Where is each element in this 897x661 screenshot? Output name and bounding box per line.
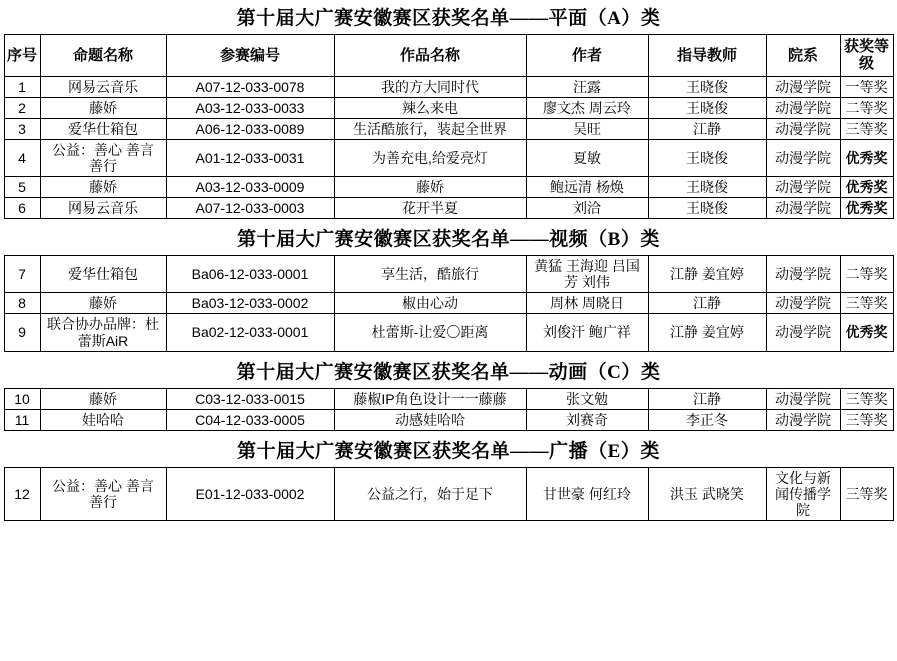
cell-level: 二等奖 [840, 97, 893, 118]
cell-dept: 动漫学院 [766, 176, 840, 197]
cell-author: 张文勉 [526, 388, 648, 409]
cell-work: 为善充电,给爱亮灯 [334, 139, 526, 176]
table-row [4, 118, 893, 139]
award-table-a [4, 34, 894, 219]
cell-author: 甘世豪 何红玲 [526, 467, 648, 520]
cell-work: 藤娇 [334, 176, 526, 197]
section-animation-c [0, 354, 897, 431]
cell-work: 椒由心动 [334, 293, 526, 314]
cell-level: 优秀奖 [840, 314, 893, 351]
header-level: 获奖等级 [840, 35, 893, 77]
cell-level: 三等奖 [840, 293, 893, 314]
cell-code: A07-12-033-0003 [166, 198, 334, 219]
cell-code: A06-12-033-0089 [166, 118, 334, 139]
cell-no: 4 [4, 139, 40, 176]
cell-teacher: 王晓俊 [648, 176, 766, 197]
cell-work: 生活酷旅行，装起全世界 [334, 118, 526, 139]
cell-topic: 藤娇 [40, 97, 166, 118]
table-row [4, 293, 893, 314]
cell-work: 公益之行，始于足下 [334, 467, 526, 520]
cell-level: 优秀奖 [840, 198, 893, 219]
cell-author: 刘赛奇 [526, 409, 648, 430]
cell-no: 1 [4, 76, 40, 97]
table-header-row [4, 35, 893, 77]
cell-code: A07-12-033-0078 [166, 76, 334, 97]
cell-topic: 爱华仕箱包 [40, 118, 166, 139]
cell-topic: 藤娇 [40, 388, 166, 409]
section-title-b: 第十届大广赛安徽赛区获奖名单——视频（B）类 [237, 229, 660, 251]
cell-topic: 网易云音乐 [40, 198, 166, 219]
cell-dept: 动漫学院 [766, 97, 840, 118]
table-row [4, 388, 893, 409]
cell-topic: 联合协办品牌：杜蕾斯AiR [40, 314, 166, 351]
cell-code: C04-12-033-0005 [166, 409, 334, 430]
cell-no: 5 [4, 176, 40, 197]
cell-topic: 藤娇 [40, 293, 166, 314]
header-no: 序号 [4, 35, 40, 77]
table-row [4, 467, 893, 520]
cell-level: 三等奖 [840, 409, 893, 430]
section-title-a: 第十届大广赛安徽赛区获奖名单——平面（A）类 [236, 8, 661, 29]
header-teacher: 指导教师 [648, 35, 766, 77]
cell-teacher: 江静 [648, 388, 766, 409]
cell-teacher: 江静 姜宜婷 [648, 314, 766, 351]
cell-author: 周林 周晓日 [526, 293, 648, 314]
cell-topic: 娃哈哈 [40, 409, 166, 430]
cell-level: 三等奖 [840, 388, 893, 409]
header-dept: 院系 [766, 35, 840, 77]
cell-author: 鲍远清 杨焕 [526, 176, 648, 197]
cell-work: 藤椒IP角色设计一一藤藤 [334, 388, 526, 409]
section-video-b [0, 221, 897, 351]
cell-work: 花开半夏 [334, 198, 526, 219]
cell-author: 黄猛 王海迎 吕国芳 刘伟 [526, 256, 648, 293]
award-table-e [4, 467, 894, 521]
cell-code: E01-12-033-0002 [166, 467, 334, 520]
cell-author: 廖文杰 周云玲 [526, 97, 648, 118]
cell-author: 汪露 [526, 76, 648, 97]
cell-teacher: 洪玉 武晓笑 [648, 467, 766, 520]
cell-topic: 爱华仕箱包 [40, 256, 166, 293]
cell-level: 优秀奖 [840, 139, 893, 176]
cell-level: 优秀奖 [840, 176, 893, 197]
cell-teacher: 江静 [648, 293, 766, 314]
header-code: 参赛编号 [166, 35, 334, 77]
cell-work: 我的方大同时代 [334, 76, 526, 97]
section-title-e: 第十届大广赛安徽赛区获奖名单——广播（E）类 [237, 440, 660, 462]
cell-no: 7 [4, 256, 40, 293]
table-row [4, 409, 893, 430]
cell-no: 9 [4, 314, 40, 351]
table-row [4, 176, 893, 197]
cell-no: 2 [4, 97, 40, 118]
table-row [4, 139, 893, 176]
header-topic: 命题名称 [40, 35, 166, 77]
cell-level: 三等奖 [840, 118, 893, 139]
cell-author: 刘洽 [526, 198, 648, 219]
cell-code: A03-12-033-0009 [166, 176, 334, 197]
cell-code: C03-12-033-0015 [166, 388, 334, 409]
cell-work: 杜蕾斯-让爱〇距离 [334, 314, 526, 351]
cell-code: A03-12-033-0033 [166, 97, 334, 118]
cell-dept: 动漫学院 [766, 118, 840, 139]
cell-teacher: 王晓俊 [648, 139, 766, 176]
cell-no: 3 [4, 118, 40, 139]
header-author: 作者 [526, 35, 648, 77]
table-row [4, 198, 893, 219]
cell-topic: 网易云音乐 [40, 76, 166, 97]
cell-teacher: 李正冬 [648, 409, 766, 430]
section-plane-a [0, 0, 897, 219]
cell-author: 吴旺 [526, 118, 648, 139]
cell-dept: 动漫学院 [766, 139, 840, 176]
cell-topic: 藤娇 [40, 176, 166, 197]
cell-dept: 动漫学院 [766, 388, 840, 409]
cell-author: 夏敏 [526, 139, 648, 176]
table-row [4, 314, 893, 351]
cell-work: 享生活，酷旅行 [334, 256, 526, 293]
cell-teacher: 江静 姜宜婷 [648, 256, 766, 293]
cell-author: 刘俊汗 鲍广祥 [526, 314, 648, 351]
cell-dept: 动漫学院 [766, 409, 840, 430]
section-radio-e [0, 433, 897, 521]
cell-dept: 文化与新闻传播学院 [766, 467, 840, 520]
cell-no: 8 [4, 293, 40, 314]
cell-no: 6 [4, 198, 40, 219]
cell-topic: 公益：善心 善言 善行 [40, 467, 166, 520]
cell-teacher: 王晓俊 [648, 76, 766, 97]
table-row [4, 76, 893, 97]
cell-topic: 公益：善心 善言 善行 [40, 139, 166, 176]
cell-dept: 动漫学院 [766, 314, 840, 351]
cell-no: 11 [4, 409, 40, 430]
cell-work: 动感娃哈哈 [334, 409, 526, 430]
cell-teacher: 王晓俊 [648, 97, 766, 118]
award-table-b [4, 255, 894, 351]
header-work: 作品名称 [334, 35, 526, 77]
award-table-c [4, 388, 894, 431]
cell-no: 10 [4, 388, 40, 409]
cell-dept: 动漫学院 [766, 76, 840, 97]
cell-teacher: 江静 [648, 118, 766, 139]
cell-no: 12 [4, 467, 40, 520]
table-row [4, 97, 893, 118]
cell-code: Ba06-12-033-0001 [166, 256, 334, 293]
cell-code: A01-12-033-0031 [166, 139, 334, 176]
cell-dept: 动漫学院 [766, 256, 840, 293]
cell-level: 一等奖 [840, 76, 893, 97]
table-row [4, 256, 893, 293]
cell-dept: 动漫学院 [766, 293, 840, 314]
cell-teacher: 王晓俊 [648, 198, 766, 219]
cell-level: 三等奖 [840, 467, 893, 520]
section-title-c: 第十届大广赛安徽赛区获奖名单——动画（C）类 [236, 361, 661, 383]
cell-level: 二等奖 [840, 256, 893, 293]
cell-work: 辣么来电 [334, 97, 526, 118]
cell-dept: 动漫学院 [766, 198, 840, 219]
cell-code: Ba02-12-033-0001 [166, 314, 334, 351]
cell-code: Ba03-12-033-0002 [166, 293, 334, 314]
